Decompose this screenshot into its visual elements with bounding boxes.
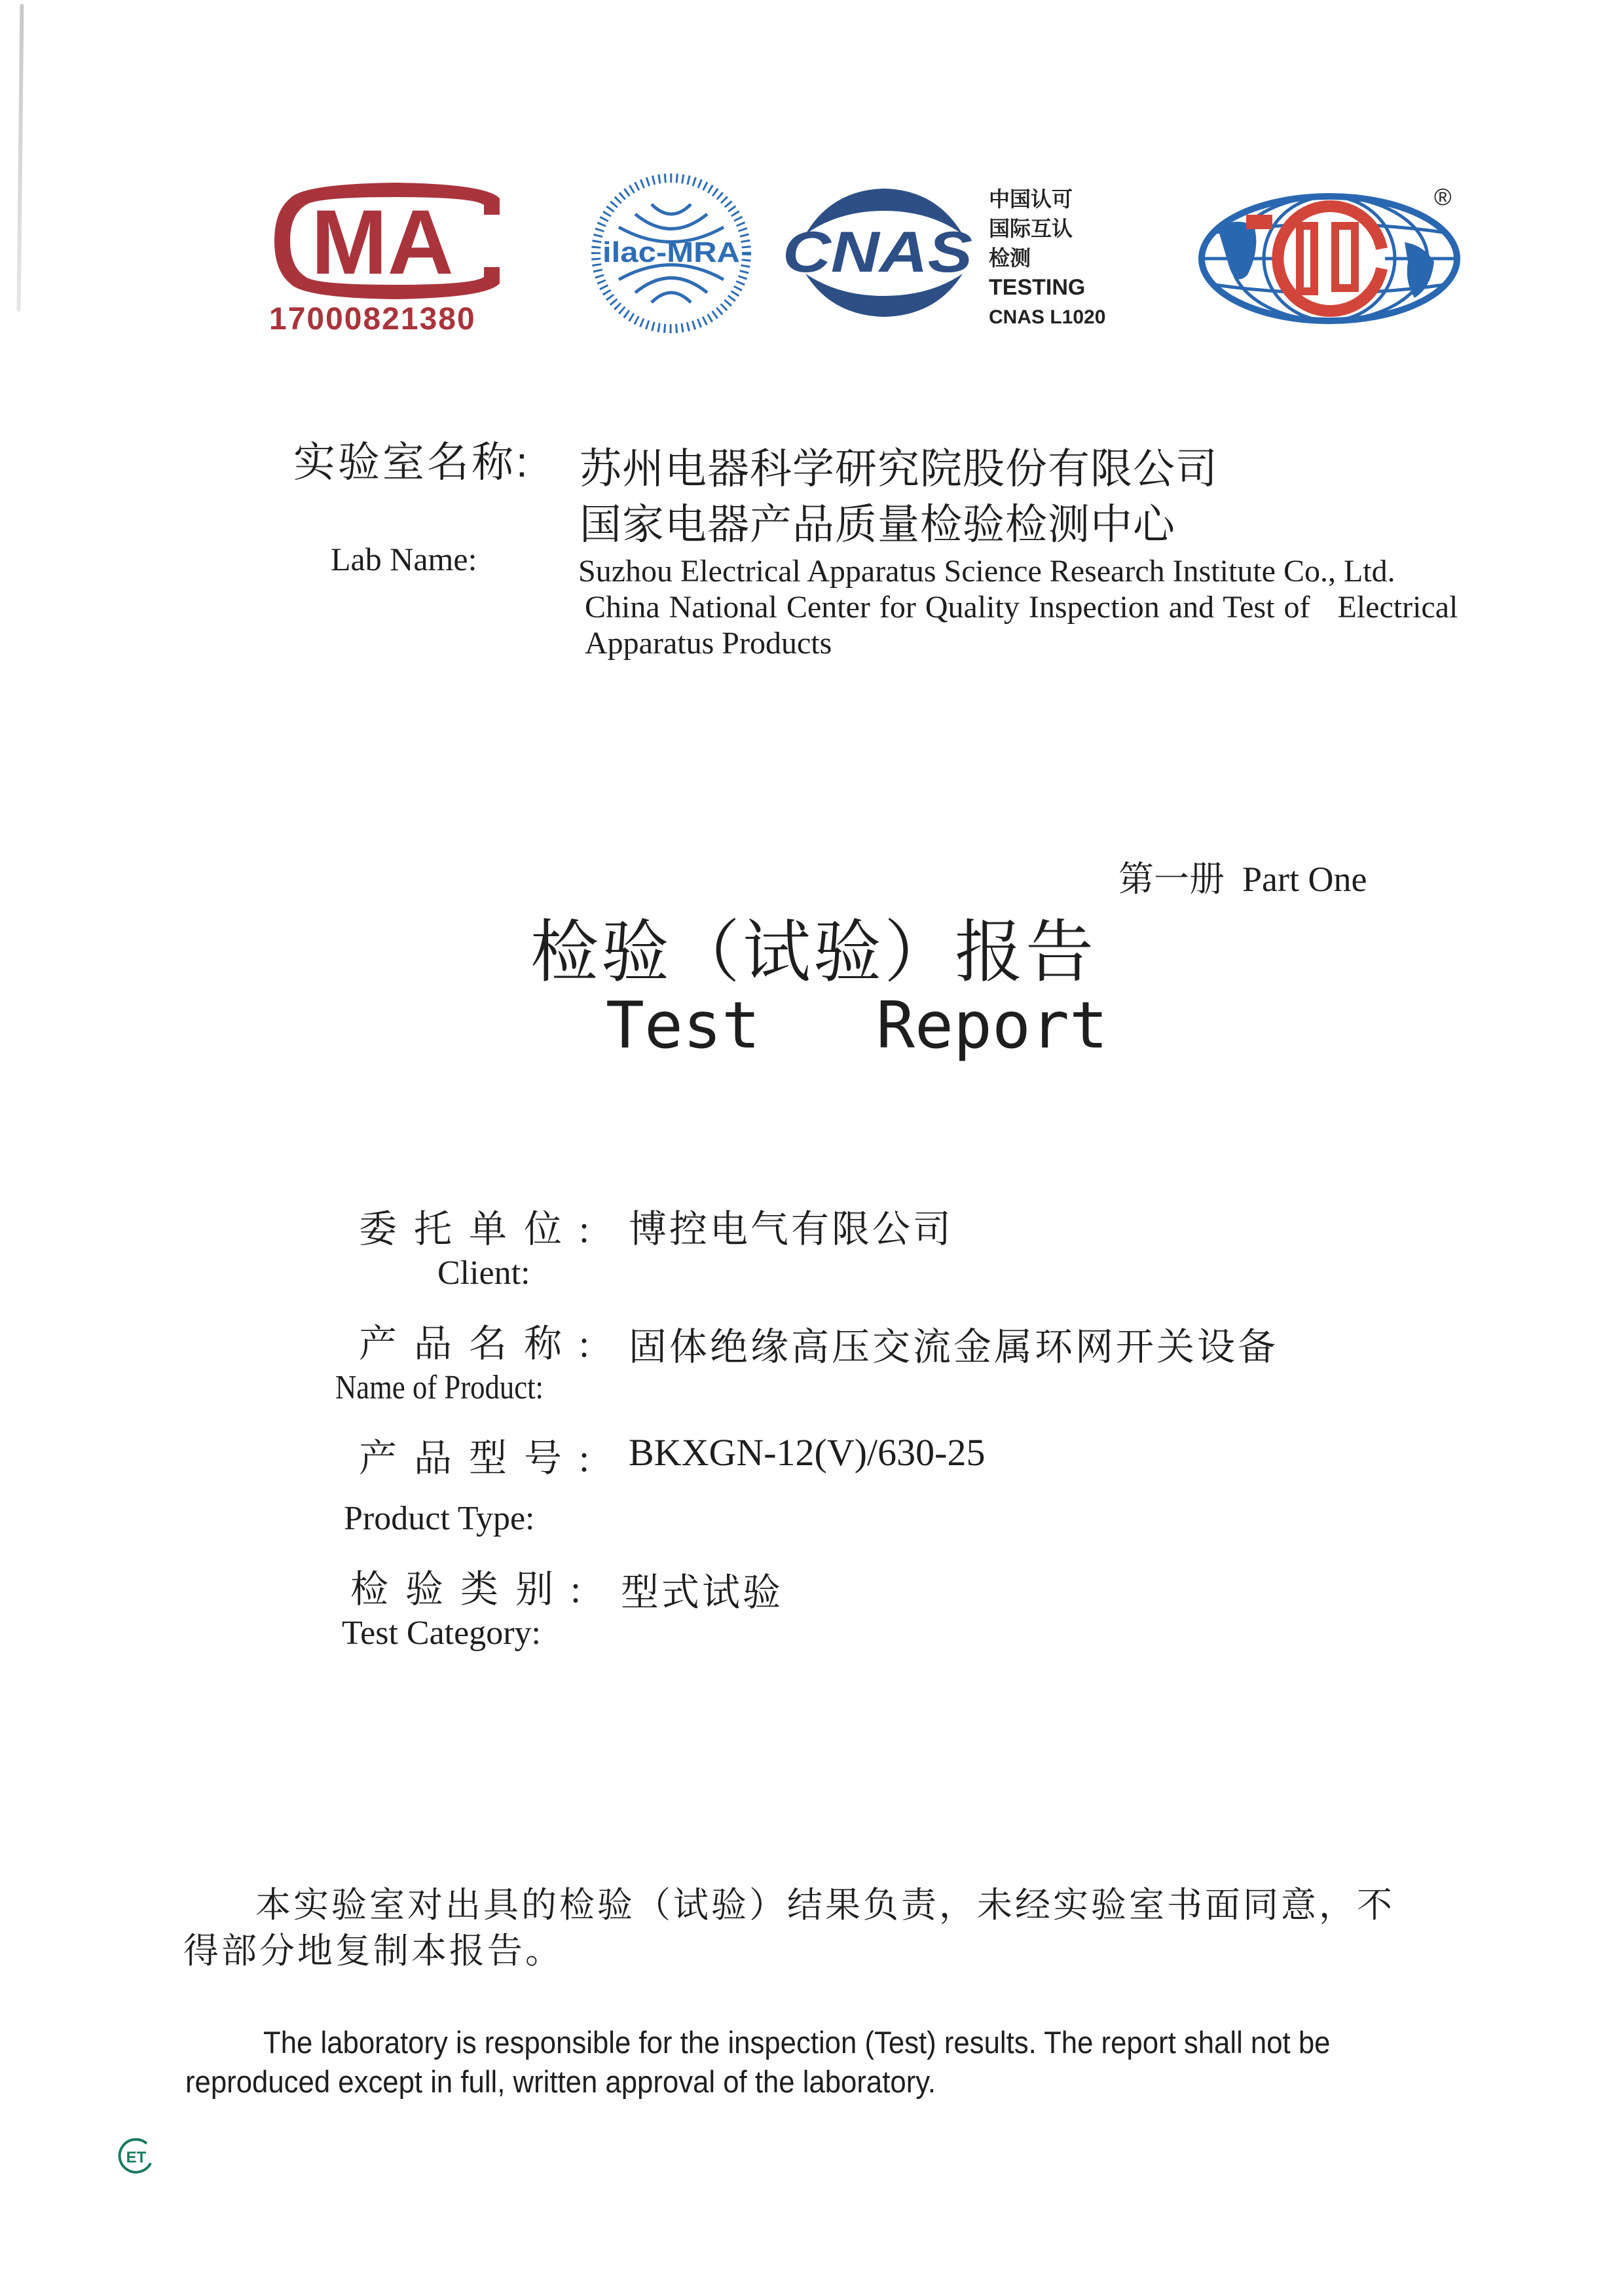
client-value: 博控电气有限公司 bbox=[629, 1208, 954, 1250]
lab-name-label-en: Lab Name: bbox=[331, 541, 477, 577]
client-label-en: Client: bbox=[437, 1254, 530, 1292]
svg-text:ilac-MRA: ilac-MRA bbox=[602, 236, 740, 268]
disclaimer-en: The laboratory is responsible for the inspection (Test) results. The report shall not be reproduced except in full, written approval of the laboratory. bbox=[185, 2025, 1331, 2099]
cnas-line: 国际互认 bbox=[989, 217, 1073, 240]
scan-edge-artifact bbox=[17, 4, 24, 312]
svg-text:ET: ET bbox=[126, 2149, 147, 2166]
product-name-label-en: Name of Product: bbox=[335, 1369, 544, 1406]
test-category-label-cn: 检验类别: bbox=[350, 1568, 599, 1611]
cma-logo bbox=[265, 167, 527, 344]
disclaimer-cn: 本实验室对出具的检验（试验）结果负责，未经实验室书面同意，不得部分地复制本报告。 bbox=[183, 1886, 1395, 1971]
lab-name-en-2: China National Center for Quality Inspection and Test of Electrical bbox=[585, 590, 1458, 625]
cqc-logo bbox=[1195, 190, 1464, 327]
product-name-value: 固体绝缘高压交流金属环网开关设备 bbox=[629, 1326, 1279, 1368]
cma-number: 17000821380 bbox=[269, 302, 476, 337]
test-category-value: 型式试验 bbox=[621, 1571, 784, 1614]
report-title-cn: 检验（试验）报告 bbox=[530, 915, 1097, 991]
registered-mark: ® bbox=[1434, 183, 1452, 210]
product-type-label-en: Product Type: bbox=[344, 1500, 535, 1537]
cnas-logo bbox=[779, 183, 976, 321]
svg-text:MA: MA bbox=[311, 191, 454, 293]
et-logo bbox=[118, 2138, 155, 2175]
report-title-en: Test Report bbox=[606, 989, 1109, 1063]
product-type-value: BKXGN-12(V)/630-25 bbox=[629, 1431, 986, 1474]
lab-name-en-3: Apparatus Products bbox=[585, 626, 832, 661]
cnas-line: CNAS L1020 bbox=[989, 306, 1106, 328]
cqc-globe-icon bbox=[1195, 190, 1464, 327]
ilac-mra-logo bbox=[589, 172, 753, 335]
lab-name-label-cn: 实验室名称: bbox=[293, 439, 530, 486]
svg-text:CNAS: CNAS bbox=[783, 219, 972, 284]
cnas-line: TESTING bbox=[989, 275, 1086, 300]
client-label-cn: 委托单位: bbox=[359, 1208, 607, 1250]
product-type-label-cn: 产品型号: bbox=[359, 1437, 607, 1480]
cnas-accreditation-text bbox=[989, 185, 1133, 332]
et-logo-icon bbox=[118, 2138, 155, 2175]
cnas-icon bbox=[779, 183, 976, 321]
lab-name-cn-2: 国家电器产品质量检验检测中心 bbox=[580, 501, 1175, 548]
ilac-mra-icon bbox=[589, 172, 753, 335]
lab-name-cn-1: 苏州电器科学研究院股份有限公司 bbox=[580, 445, 1218, 492]
cnas-line: 检测 bbox=[989, 246, 1031, 270]
product-name-label-cn: 产品名称: bbox=[359, 1322, 607, 1365]
part-indicator: 第一册 Part One bbox=[1118, 860, 1367, 899]
cnas-line: 中国认可 bbox=[989, 187, 1073, 211]
lab-name-en-1: Suzhou Electrical Apparatus Science Research Institute Co., Ltd. bbox=[578, 554, 1395, 589]
cma-frame-icon bbox=[270, 179, 519, 303]
test-category-label-en: Test Category: bbox=[342, 1614, 541, 1652]
